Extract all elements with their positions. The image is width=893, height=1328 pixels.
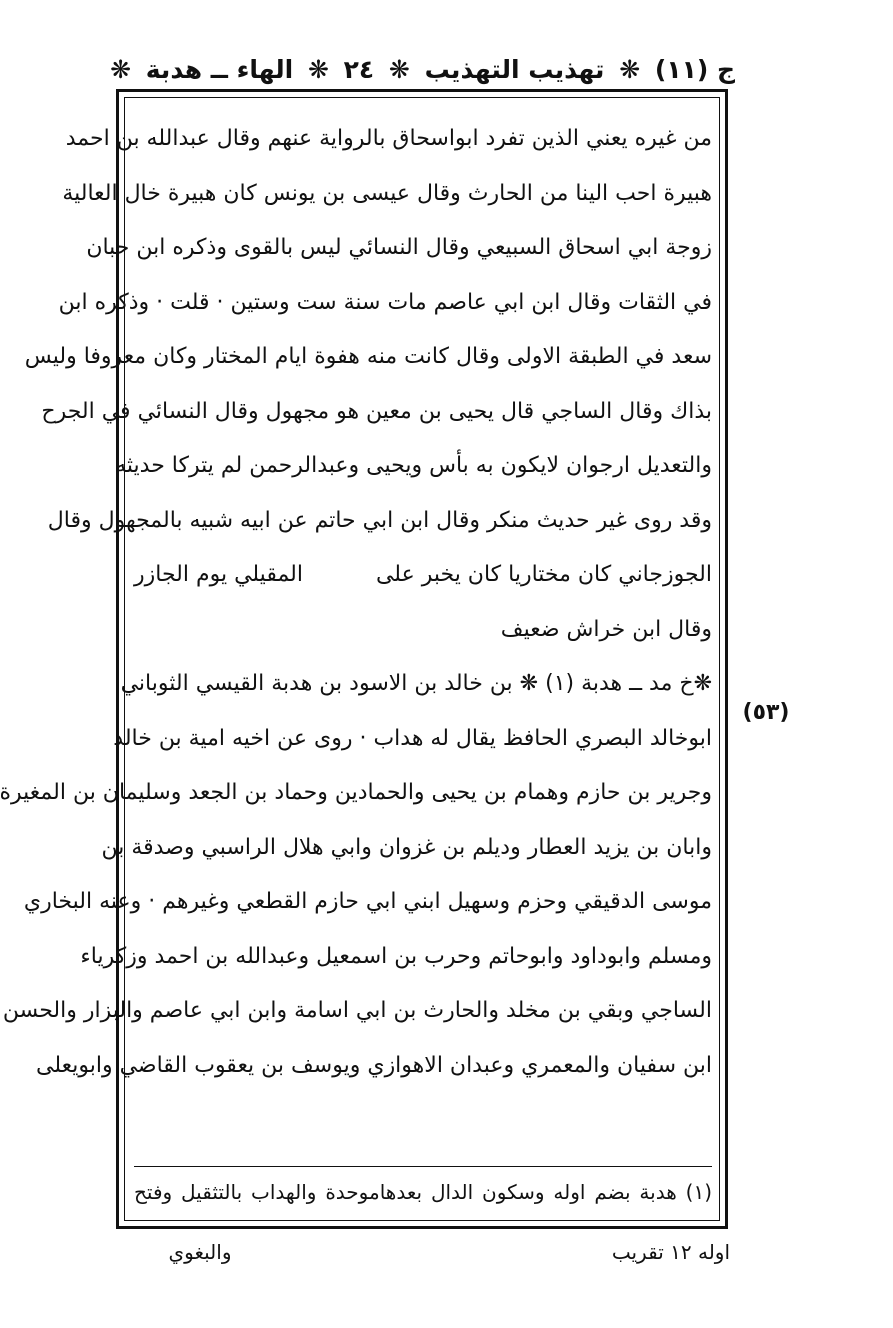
entry-line: ابوخالد البصري الحافظ يقال له هداب · روى عن اخيه امية بن خالد — [113, 725, 712, 751]
text-line: والتعديل ارجوان لايكون به بأس ويحيى وعبدالرحمن لم يتركا حديثه — [115, 453, 712, 478]
gap-line-left: المقيلي يوم الجازر — [134, 562, 303, 587]
text-line: هبيرة احب الينا من الحارث وقال عيسى بن يونس كان هبيرة خال العالية — [62, 180, 712, 206]
ornament-icon: ❋ — [388, 54, 410, 84]
text-line-with-gap — [134, 548, 712, 603]
book-title: تهذيب التهذيب — [424, 54, 605, 84]
footnote-divider — [134, 1166, 712, 1167]
entry-line: موسى الدقيقي وحزم وسهيل ابني ابي حازم القطعي وغيرهم · وعنه البخاري — [23, 889, 712, 914]
entry-line: وابان بن يزيد العطار وديلم بن غزوان وابي هلال الراسبي وصدقة بن — [101, 834, 712, 860]
ornament-icon: ❋ — [619, 54, 641, 84]
text-line: بذاك وقال الساجي قال يحيى بن معين هو مجهول وقال النسائي في الجرح — [41, 398, 712, 424]
entry-line: ❋خ مد ــ هدبة (١) ❋ بن خالد بن الاسود بن هدبة القيسي الثوباني — [120, 671, 712, 696]
text-line: سعد في الطبقة الاولى وقال كانت منه هفوة ايام المختار وكان معروفا وليس — [24, 344, 712, 369]
page-header — [110, 48, 735, 90]
page-number: ٢٤ — [343, 54, 375, 84]
text-line: وقد روى غير حديث منكر وقال ابن ابي حاتم عن ابيه شبيه بالمجهول وقال — [47, 507, 712, 533]
catchword-right: اوله ١٢ تقريب — [611, 1240, 730, 1264]
ornament-icon: ❋ — [307, 54, 329, 84]
entry-number: (٥٣) — [742, 700, 790, 725]
catchword-left: والبغوي — [168, 1240, 232, 1264]
entry-line: ابن سفيان والمعمري وعبدان الاهوازي ويوسف بن يعقوب القاضي وابويعلى — [36, 1052, 712, 1078]
gap-line-right: الجوزجاني كان مختاريا كان يخبر على — [375, 562, 712, 587]
entry-line: الساجي وبقي بن مخلد والحارث بن ابي اسامة وابن ابي عاصم والبزار والحسن — [2, 998, 712, 1023]
ornament-icon: ❋ — [110, 54, 132, 84]
text-line: زوجة ابي اسحاق السبيعي وقال النسائي ليس بالقوى وذكره ابن حبان — [86, 235, 712, 260]
entry-line: ومسلم وابوداود وابوحاتم وحرب بن اسمعيل وعبدالله بن احمد وزكرياء — [80, 943, 712, 969]
volume-label: ج (١١) — [654, 54, 735, 84]
entry-line: وجرير بن حازم وهمام بن يحيى والحمادين وحماد بن الجعد وسليمان بن المغيرة — [0, 780, 712, 805]
text-line-end: وقال ابن خراش ضعيف — [500, 616, 712, 642]
text-line: في الثقات وقال ابن ابي عاصم مات سنة ست وستين · قلت · وذكره ابن — [58, 289, 712, 315]
section-label: الهاء ــ هدبة — [145, 54, 294, 84]
main-text — [0, 112, 712, 1093]
footnote: (١) هدبة بضم اوله وسكون الدال بعدهاموحدة والهداب بالتثقيل وفتح — [134, 1180, 712, 1204]
text-line: من غيره يعني الذين تفرد ابواسحاق بالرواية عنهم وقال عبدالله بن احمد — [65, 126, 712, 151]
